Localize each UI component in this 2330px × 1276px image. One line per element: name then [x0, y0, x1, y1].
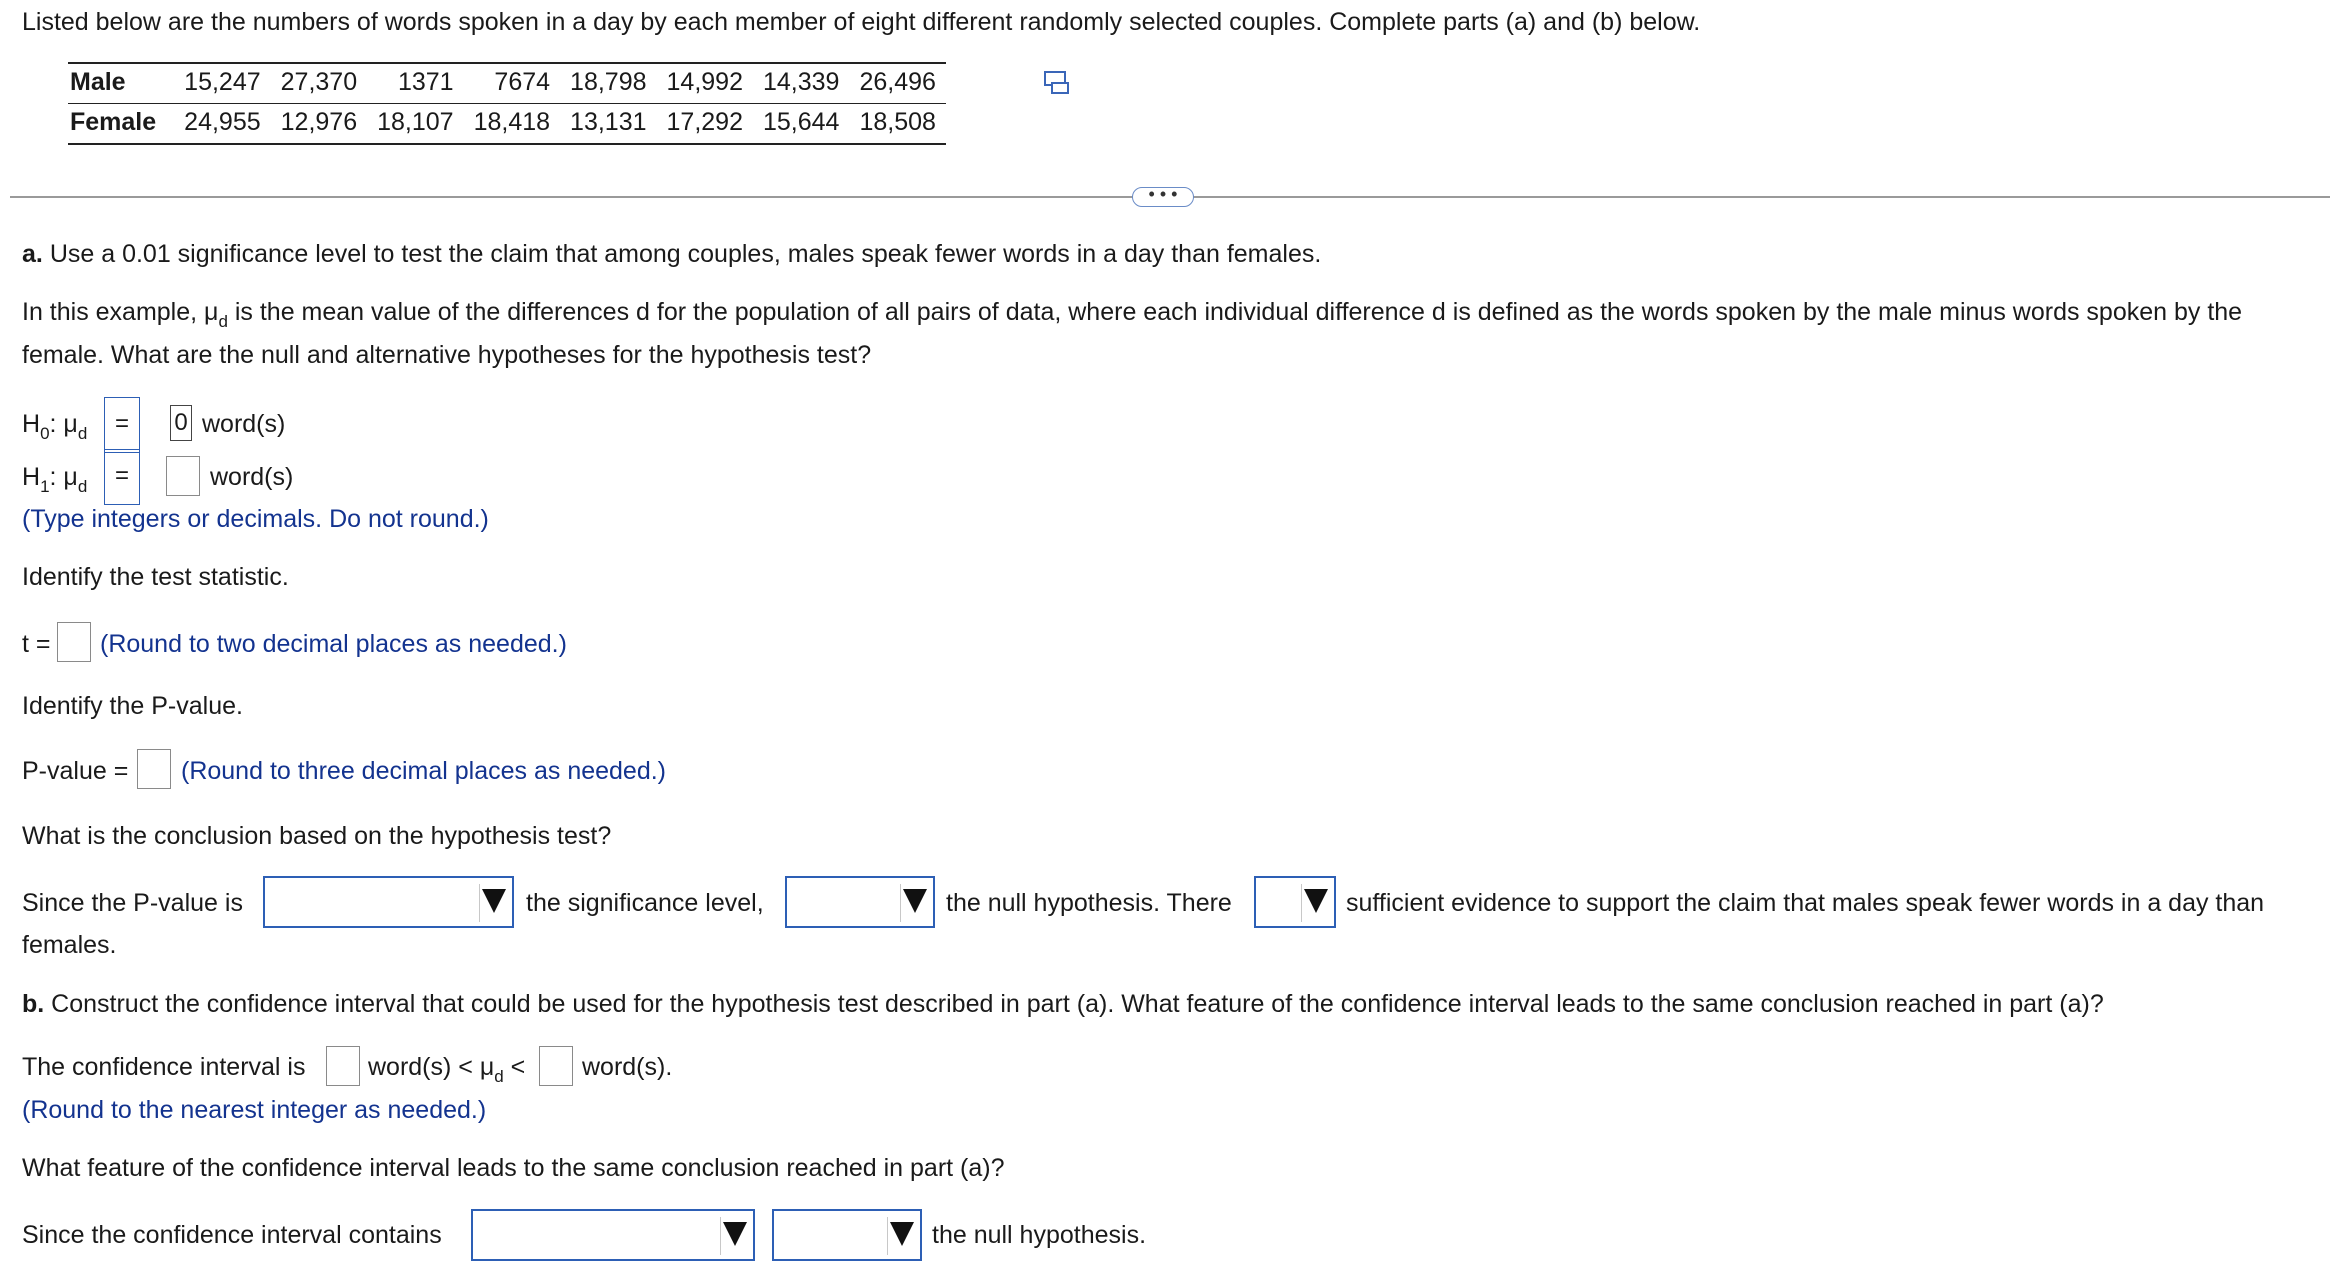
h1-unit: word(s)	[210, 463, 294, 491]
intro-text: Listed below are the numbers of words spoken in a day by each member of eight different randomly selected couples. Complete parts (a) and (b) below.	[22, 8, 1701, 36]
conclusion-null: the null hypothesis. There	[946, 889, 1232, 917]
table-cell: 18,798	[560, 63, 656, 104]
h1-mu: : μ	[49, 463, 78, 491]
hyp-hint: (Type integers or decimals. Do not round.)	[22, 505, 489, 533]
t-label: t =	[22, 630, 51, 658]
table-cell: 18,107	[367, 104, 463, 145]
table-row-female	[68, 104, 946, 145]
part-a-question-text: Use a 0.01 significance level to test the claim that among couples, males speak fewer words in a day than females.	[49, 240, 1322, 268]
ci-contains-dropdown[interactable]	[471, 1209, 755, 1261]
t-input[interactable]	[57, 622, 91, 662]
h0-relation-select[interactable]: =	[104, 397, 140, 453]
table-cell: 14,992	[657, 63, 753, 104]
ci-post: word(s).	[582, 1053, 673, 1081]
feature-post: the null hypothesis.	[932, 1221, 1147, 1249]
pvalue-comparison-dropdown[interactable]	[263, 876, 514, 928]
chevron-down-icon	[723, 1222, 747, 1246]
conclusion-sig: the significance level,	[526, 889, 764, 917]
ci-mid	[368, 1053, 526, 1086]
copy-data-icon[interactable]	[1043, 70, 1071, 96]
reject-decision-dropdown[interactable]	[785, 876, 935, 928]
h0-value-input[interactable]: 0	[170, 405, 192, 441]
expand-more-button[interactable]: • • •	[1132, 187, 1194, 207]
h0-h: H	[22, 410, 41, 438]
table-cell: 18,508	[849, 104, 945, 145]
pvalue-label: P-value =	[22, 757, 129, 785]
part-a-label: a.	[22, 240, 43, 268]
feature-pre: Since the confidence interval contains	[22, 1221, 442, 1249]
ci-hint: (Round to the nearest integer as needed.)	[22, 1096, 487, 1124]
part-a-question	[22, 240, 1321, 269]
table-cell: 7674	[464, 63, 560, 104]
h0-mu-sub: d	[77, 424, 88, 443]
h0-label	[22, 410, 88, 443]
table-cell: 14,339	[753, 63, 849, 104]
example-line-1	[22, 298, 2243, 331]
h1-value-input[interactable]	[166, 456, 200, 496]
h1-relation-select[interactable]: =	[104, 449, 140, 505]
pvalue-input[interactable]	[137, 749, 171, 789]
part-b-question-text: Construct the confidence interval that could be used for the hypothesis test described in part (a). What feature of the confidence interval leads to the same conclusion reached in part (a)?	[51, 990, 2104, 1018]
h1-h: H	[22, 463, 41, 491]
chevron-down-icon	[1304, 889, 1328, 913]
table-cell: 12,976	[271, 104, 367, 145]
example-line-2: female. What are the null and alternative hypotheses for the hypothesis test?	[22, 341, 872, 369]
table-cell: 26,496	[849, 63, 945, 104]
table-cell: 13,131	[560, 104, 656, 145]
example-sub: d	[218, 312, 228, 331]
chevron-down-icon	[903, 889, 927, 913]
evidence-dropdown[interactable]	[1254, 876, 1336, 928]
ci-upper-input[interactable]	[539, 1046, 573, 1086]
table-cell: 15,247	[174, 63, 270, 104]
test-stat-prompt: Identify the test statistic.	[22, 563, 289, 591]
ci-decision-dropdown[interactable]	[772, 1209, 922, 1261]
table-cell: 17,292	[657, 104, 753, 145]
table-cell: 24,955	[174, 104, 270, 145]
part-b-question	[22, 990, 2104, 1019]
h1-label	[22, 463, 88, 496]
table-cell: 1371	[367, 63, 463, 104]
row-label: Female	[68, 104, 174, 145]
conclusion-suff: sufficient evidence to support the claim that males speak fewer words in a day than	[1346, 889, 2265, 917]
table-row-male	[68, 63, 946, 104]
h1-sub: 1	[40, 477, 50, 496]
ci-pre: The confidence interval is	[22, 1053, 306, 1081]
t-hint: (Round to two decimal places as needed.)	[100, 630, 567, 658]
ci-mid-text: word(s) < μ	[368, 1053, 495, 1081]
chevron-down-icon	[482, 889, 506, 913]
example-post: is the mean value of the differences d for the population of all pairs of data, where each individual difference d is defined as the words spoken by the male minus words spoken by the	[227, 298, 2243, 326]
h0-mu: : μ	[49, 410, 78, 438]
chevron-down-icon	[890, 1222, 914, 1246]
table-cell: 15,644	[753, 104, 849, 145]
part-b-label: b.	[22, 990, 45, 1018]
table-cell: 18,418	[464, 104, 560, 145]
conclusion-line2: females.	[22, 931, 117, 959]
h0-sub: 0	[40, 424, 50, 443]
feature-prompt: What feature of the confidence interval leads to the same conclusion reached in part (a)?	[22, 1154, 1005, 1182]
table-cell: 27,370	[271, 63, 367, 104]
conclusion-since: Since the P-value is	[22, 889, 243, 917]
ci-lower-input[interactable]	[326, 1046, 360, 1086]
conclusion-prompt: What is the conclusion based on the hypothesis test?	[22, 822, 612, 850]
row-label: Male	[68, 63, 174, 104]
ci-mid-sub: d	[494, 1067, 504, 1086]
ci-lt: <	[510, 1053, 526, 1081]
h1-mu-sub: d	[77, 477, 88, 496]
data-table	[68, 62, 946, 145]
example-pre: In this example, μ	[22, 298, 219, 326]
h0-unit: word(s)	[202, 410, 286, 438]
pvalue-hint: (Round to three decimal places as needed.)	[181, 757, 667, 785]
pvalue-prompt: Identify the P-value.	[22, 692, 243, 720]
